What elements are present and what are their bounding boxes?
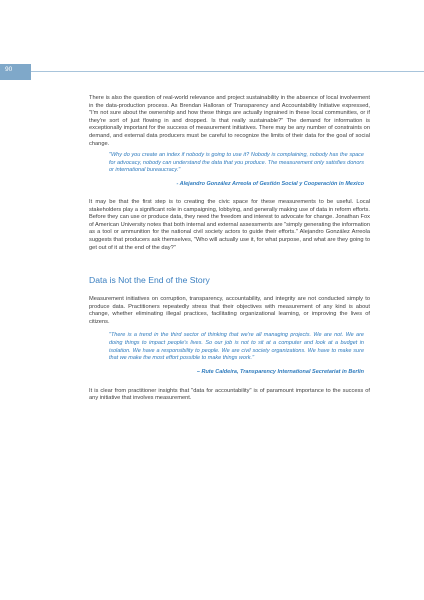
header-rule [31,71,424,72]
body-paragraph-1: There is also the question of real-world relevance and project sustainability in the absence of local involvement in the data-production process. As Brendan Halloran of Transparency and Accountability Initiative expressed, "I'm not sure about the ownership and how these things are actually ingrained in these local communities, or if they're sort of just flowing in and dropped. Is that really sustainable?" The demand for information is exceptionally important for the success of measurement initiatives. There may be any number of constraints on demand, and external data producers must be careful to recognize the limits of their data for the goal of social change. [89,95,370,147]
body-paragraph-3: Measurement initiatives on corruption, transparency, accountability, and integrity are not conducted simply to produce data. Practitioners repeatedly stress that their objectives with measurement of any kind is about change, whether eliminating illegal practices, facilitating organizational learning, or improving the lives of citizens. [89,296,370,325]
quote-1-attribution: - Alejandro González Arreola of Gestión Social y Cooperación in Mexico [176,180,364,187]
pull-quote-2: "There is a trend in the third sector of thinking that we're all managing projects. We are not. We are doing things to impact people's lives. So our job is not to sit at a computer and look at a budget in isolation. We have a responsibility to people. We are civil society organizations. We have to make sure that we make the most effort possible to make things work." [109,332,364,362]
body-paragraph-2: It may be that the first step is to creating the civic space for these measurements to be useful. Local stakeholders play a significant role in campaigning, lobbying, and generally making use of data in reform efforts. Before they can use or produce data, they need the freedom and interest to advocate for change. Jonathan Fox of American University notes that both internal and external assessments are "simply generating the information as a tool or ammunition for the national civil society actors to guide their efforts." Alejandro González Arreola suggests that producers ask themselves, "Who will actually use it, for what purpose, and what are they going to get out of it at the end of the day?" [89,198,370,251]
section-heading: Data is Not the End of the Story [89,275,210,286]
page-content [89,95,370,403]
quote-2-attribution: – Rute Caldeira, Transparency International Secretariat in Berlin [196,368,364,375]
body-paragraph-4: It is clear from practitioner insights that "data for accountability" is of paramount importance to the success of any initiative that involves measurement. [89,387,370,402]
pull-quote-1: "Why do you create an index if nobody is going to use it? Nobody is complaining, nobody has the space for advocacy, nobody can understand the data that you produce. The measurement only satisfies donors or international bureaucracy." [109,152,364,174]
page-number: 90 [5,66,13,73]
